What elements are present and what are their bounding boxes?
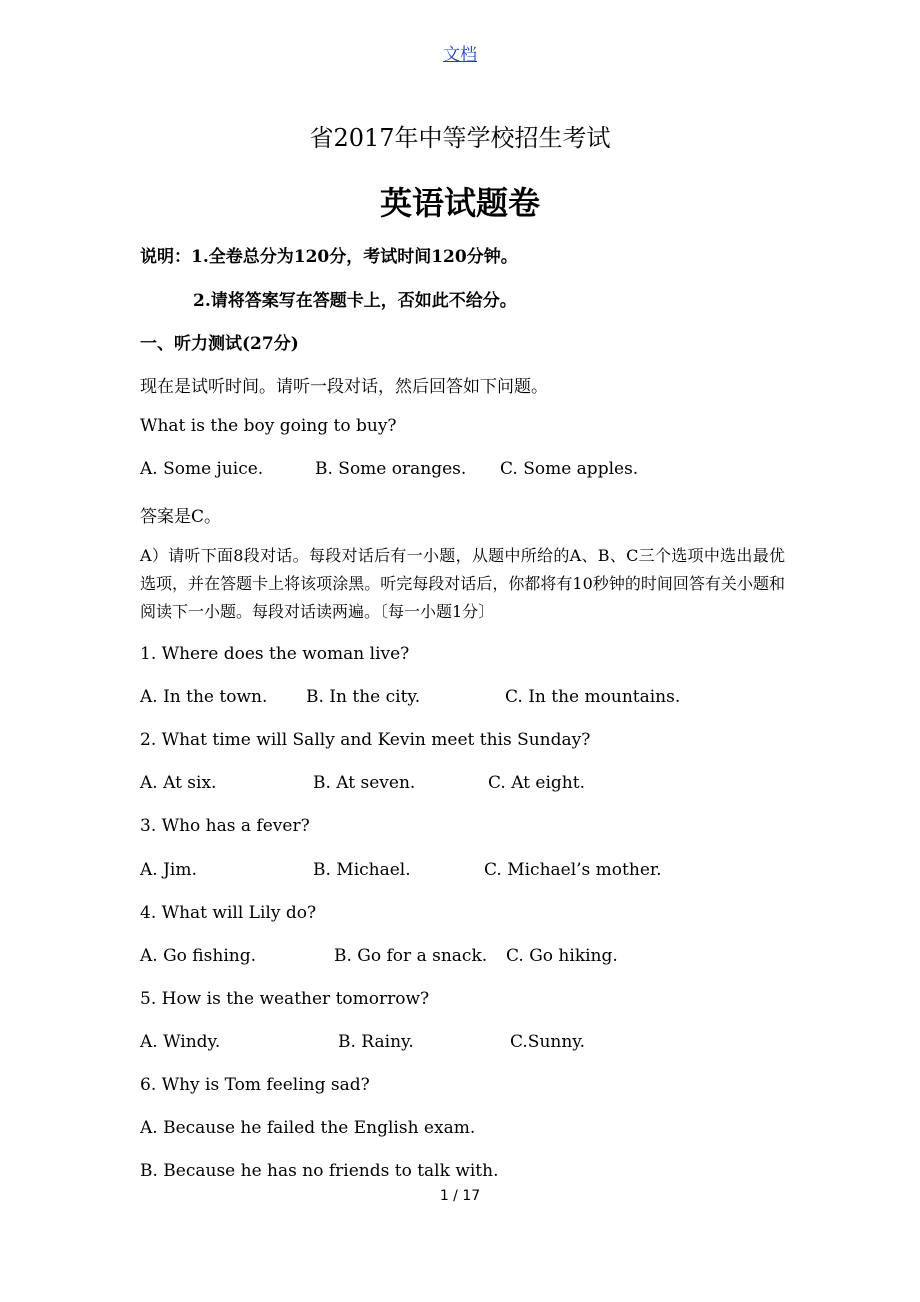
question-4-option-a: A. Go fishing. [140,946,256,966]
question-2-option-a: A. At six. [140,773,217,793]
question-5-option-c: C.Sunny. [510,1032,586,1052]
practice-option-c: C. Some apples. [500,459,639,479]
practice-option-a: A. Some juice. [140,459,264,479]
question-3-option-b: B. Michael. [313,860,411,880]
instructions-line-1 [140,242,518,267]
question-3-option-a: A. Jim. [140,860,197,880]
question-1: 1. Where does the woman live? [140,644,410,664]
question-2-option-c: C. At eight. [488,773,585,793]
practice-intro: 现在是试听时间。请听一段对话，然后回答如下问题。 [140,377,548,397]
exam-title: 省2017年中等学校招生考试 [309,124,611,152]
question-4-option-c: C. Go hiking. [506,946,618,966]
practice-answer: 答案是C。 [140,507,222,527]
instructions-item-1: 1.全卷总分为120分，考试时间120分钟。 [191,247,518,267]
question-3: 3. Who has a fever? [140,816,310,836]
question-6: 6. Why is Tom feeling sad? [140,1075,370,1095]
header-link[interactable]: 文档 [443,45,477,65]
question-5-option-b: B. Rainy. [338,1032,414,1052]
question-1-option-b: B. In the city. [306,687,421,707]
question-4-option-b: B. Go for a snack. [334,946,488,966]
question-4: 4. What will Lily do? [140,903,317,923]
practice-option-b: B. Some oranges. [315,459,467,479]
question-5: 5. How is the weather tomorrow? [140,989,430,1009]
paper-title: 英语试题卷 [379,184,540,222]
question-1-option-a: A. In the town. [140,687,268,707]
section-heading: 一、听力测试(27分) [140,334,299,354]
practice-question: What is the boy going to buy? [140,416,397,436]
instructions-label: 说明： [140,247,191,267]
question-5-option-a: A. Windy. [140,1032,221,1052]
part-a-instructions: A）请听下面8段对话。每段对话后有一小题，从题中所给的A、B、C三个选项中选出最优选项，并在答题卡上将该项涂黑。听完每段对话后，你都将有10秒钟的时间回答有关小题和阅读下一小题。每段对话读两遍。〔每一小题1分〕 [140,546,785,621]
question-2: 2. What time will Sally and Kevin meet this Sunday? [140,730,591,750]
page-indicator: 1 / 17 [439,1188,481,1204]
question-6-option-b: B. Because he has no friends to talk with. [140,1161,499,1181]
question-6-option-a: A. Because he failed the English exam. [140,1118,476,1138]
question-1-option-c: C. In the mountains. [505,687,681,707]
question-3-option-c: C. Michael’s mother. [484,860,662,880]
question-2-option-b: B. At seven. [313,773,416,793]
instructions-item-2: 2.请将答案写在答题卡上，否如此不给分。 [193,291,517,311]
